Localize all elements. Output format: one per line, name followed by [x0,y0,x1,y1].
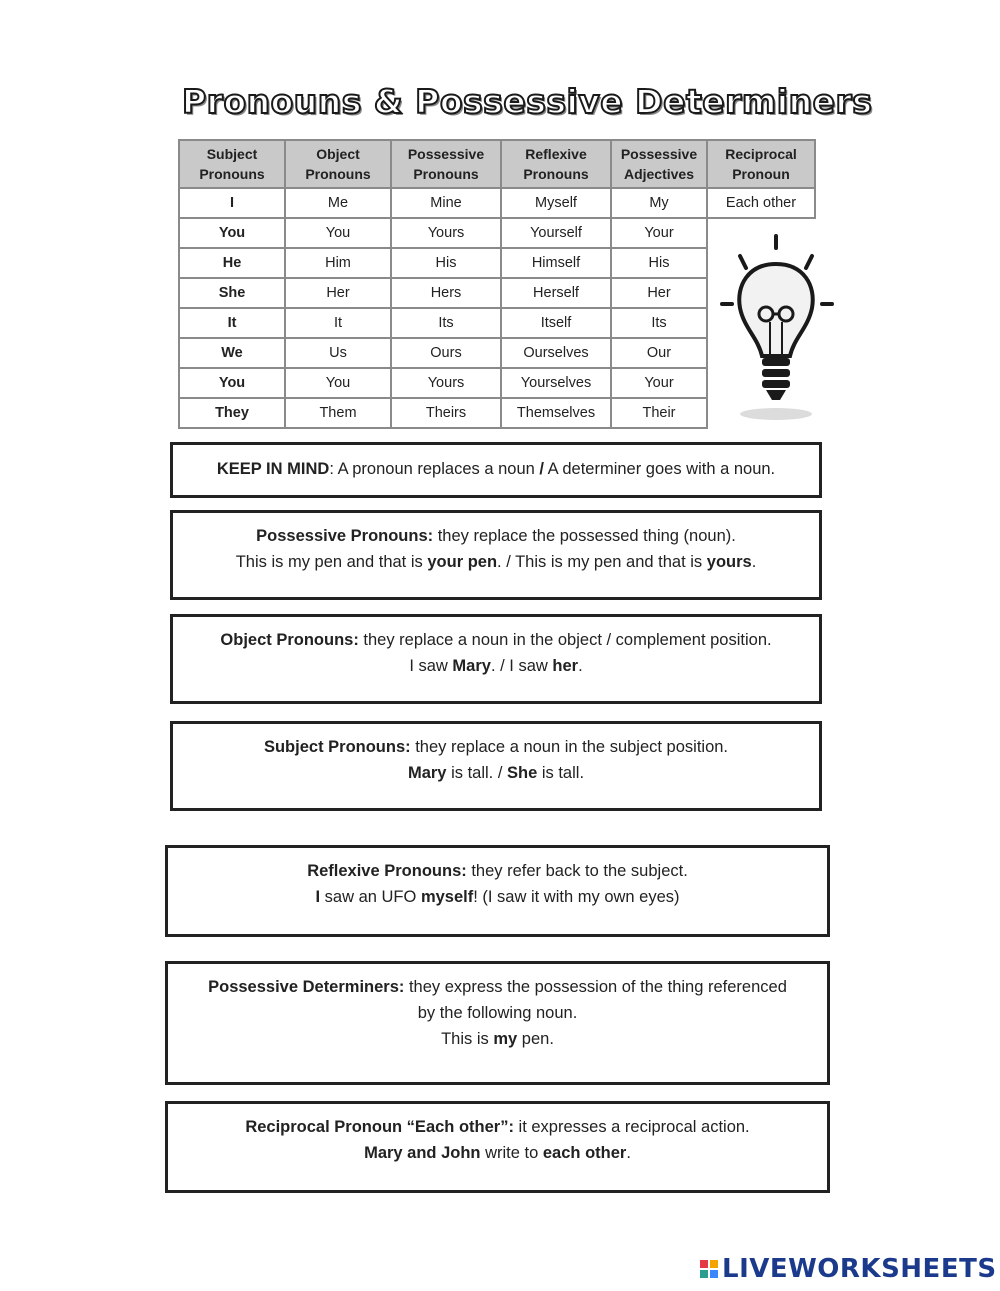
logo-square [710,1260,718,1268]
logo-squares-icon [700,1260,718,1278]
table-cell: His [611,248,707,278]
table-cell: Yourselves [501,368,611,398]
keep-in-mind-box: KEEP IN MIND: A pronoun replaces a noun / A determiner goes with a noun. [170,442,822,498]
table-cell: You [285,368,391,398]
table-cell: Ours [391,338,501,368]
table-cell: Her [285,278,391,308]
table-cell: Yourself [501,218,611,248]
liveworksheets-logo[interactable] [700,1254,997,1284]
table-cell: Each other [707,188,815,218]
table-cell: My [611,188,707,218]
header-cell: Subject Pronouns [179,140,285,188]
table-cell: We [179,338,285,368]
table-cell: You [179,218,285,248]
possessive-pronouns-box: Possessive Pronouns: they replace the possessed thing (noun). This is my pen and that is your pen. / This is my pen and that is yours. [170,510,822,600]
table-cell: Theirs [391,398,501,428]
table-cell: Him [285,248,391,278]
table-cell: You [285,218,391,248]
table-cell: Itself [501,308,611,338]
table-cell: Your [611,218,707,248]
possessive-determiners-box: Possessive Determiners: they express the possession of the thing referenced by the following noun. This is my pen. [165,961,830,1085]
table-cell: Your [611,368,707,398]
table-cell: His [391,248,501,278]
header-cell: Reciprocal Pronoun [707,140,815,188]
object-pronouns-box: Object Pronouns: they replace a noun in the object / complement position. I saw Mary. / I saw her. [170,614,822,704]
table-cell: I [179,188,285,218]
table-cell: Herself [501,278,611,308]
table-cell: It [179,308,285,338]
table-cell: Themselves [501,398,611,428]
table-cell: Its [611,308,707,338]
table-cell: Us [285,338,391,368]
logo-text: LIVEWORKSHEETS [722,1254,997,1284]
table-cell: Myself [501,188,611,218]
table-cell: Himself [501,248,611,278]
reflexive-pronouns-box: Reflexive Pronouns: they refer back to the subject. I saw an UFO myself! (I saw it with my own eyes) [165,845,830,937]
table-cell: Them [285,398,391,428]
table-row [179,188,815,218]
lightbulb-icon [718,228,838,428]
table-cell: Her [611,278,707,308]
table-cell: Yours [391,368,501,398]
table-cell: She [179,278,285,308]
table-cell: Their [611,398,707,428]
table-cell: It [285,308,391,338]
header-cell: Possessive Pronouns [391,140,501,188]
table-cell: Yours [391,218,501,248]
reciprocal-pronoun-box: Reciprocal Pronoun “Each other”: it expresses a reciprocal action. Mary and John write to each other. [165,1101,830,1193]
table-cell: Its [391,308,501,338]
table-cell: They [179,398,285,428]
header-cell: Object Pronouns [285,140,391,188]
logo-square [700,1270,708,1278]
table-cell: Ourselves [501,338,611,368]
table-cell: Me [285,188,391,218]
header-cell: Possessive Adjectives [611,140,707,188]
table-header [179,140,815,188]
table-cell: You [179,368,285,398]
subject-pronouns-box: Subject Pronouns: they replace a noun in the subject position. Mary is tall. / She is tall. [170,721,822,811]
header-cell: Reflexive Pronouns [501,140,611,188]
logo-square [710,1270,718,1278]
logo-square [700,1260,708,1268]
table-cell: Hers [391,278,501,308]
table-cell: He [179,248,285,278]
table-cell: Mine [391,188,501,218]
page-title: Pronouns & Possessive Determiners [182,82,873,121]
table-cell: Our [611,338,707,368]
